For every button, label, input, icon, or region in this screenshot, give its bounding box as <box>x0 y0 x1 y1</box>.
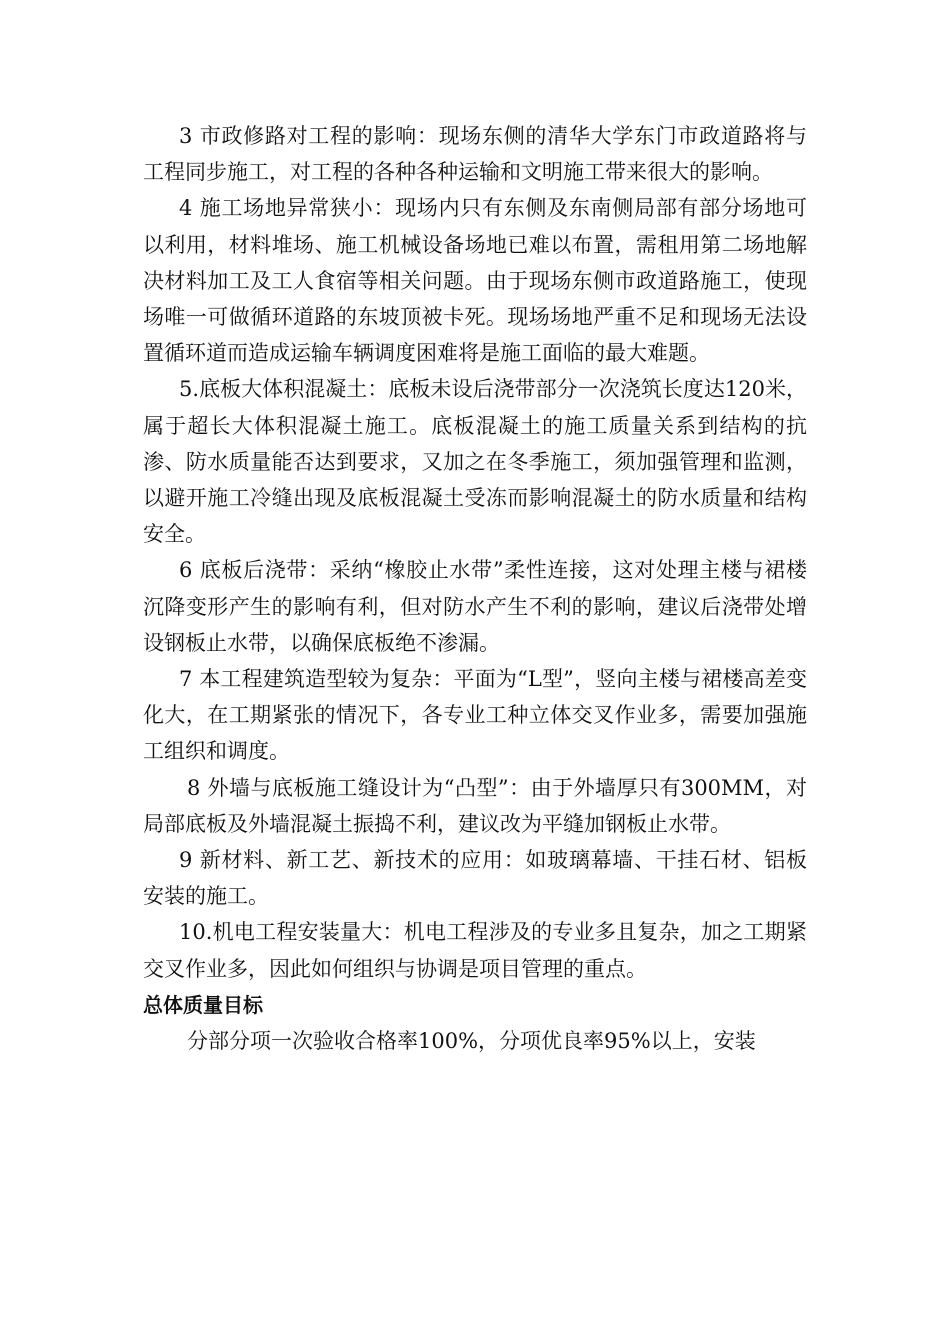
document-body <box>143 118 807 1059</box>
section-heading: 总体质量目标 <box>143 992 263 1017</box>
paragraph-item-9: 9 新材料、新工艺、新技术的应用：如玻璃幕墙、干挂石材、铝板安装的施工。 <box>143 848 807 909</box>
paragraph-item-4: 4 施工场地异常狭小：现场内只有东侧及东南侧局部有部分场地可以利用，材料堆场、施工机械设备场地已难以布置，需租用第二场地解决材料加工及工人食宿等相关问题。由于现场东侧市政道路施工，使现场唯一可做循环道路的东坡顶被卡死。现场场地严重不足和现场无法设置循环道而造成运输车辆调度困难将是施工面临的最大难题。 <box>143 196 807 366</box>
paragraph-item-10: 10.机电工程安装量大：机电工程涉及的专业多且复杂，加之工期紧交叉作业多，因此如何组织与协调是项目管理的重点。 <box>143 920 807 981</box>
closing-paragraph: 分部分项一次验收合格率100%，分项优良率95%以上，安装 <box>187 1029 756 1054</box>
paragraph-item-6: 6 底板后浇带：采纳“橡胶止水带”柔性连接，这对处理主楼与裙楼沉降变形产生的影响有利，但对防水产生不利的影响，建议后浇带处增设钢板止水带，以确保底板绝不渗漏。 <box>143 558 807 655</box>
paragraph-item-7: 7 本工程建筑造型较为复杂：平面为“L型”，竖向主楼与裙楼高差变化大，在工期紧张的情况下，各专业工种立体交叉作业多，需要加强施工组织和调度。 <box>143 667 807 764</box>
paragraph-item-8: 8 外墙与底板施工缝设计为“凸型”：由于外墙厚只有300MM，对局部底板及外墙混凝土振捣不利，建议改为平缝加钢板止水带。 <box>143 775 807 836</box>
paragraph-item-5: 5.底板大体积混凝土：底板未设后浇带部分一次浇筑长度达120米，属于超长大体积混凝土施工。底板混凝土的施工质量关系到结构的抗渗、防水质量能否达到要求，又加之在冬季施工，须加强管理和监测，以避开施工冷缝出现及底板混凝土受冻而影响混凝土的防水质量和结构安全。 <box>143 377 807 547</box>
paragraph-item-3: 3 市政修路对工程的影响：现场东侧的清华大学东门市政道路将与工程同步施工，对工程的各种各种运输和文明施工带来很大的影响。 <box>143 124 807 185</box>
